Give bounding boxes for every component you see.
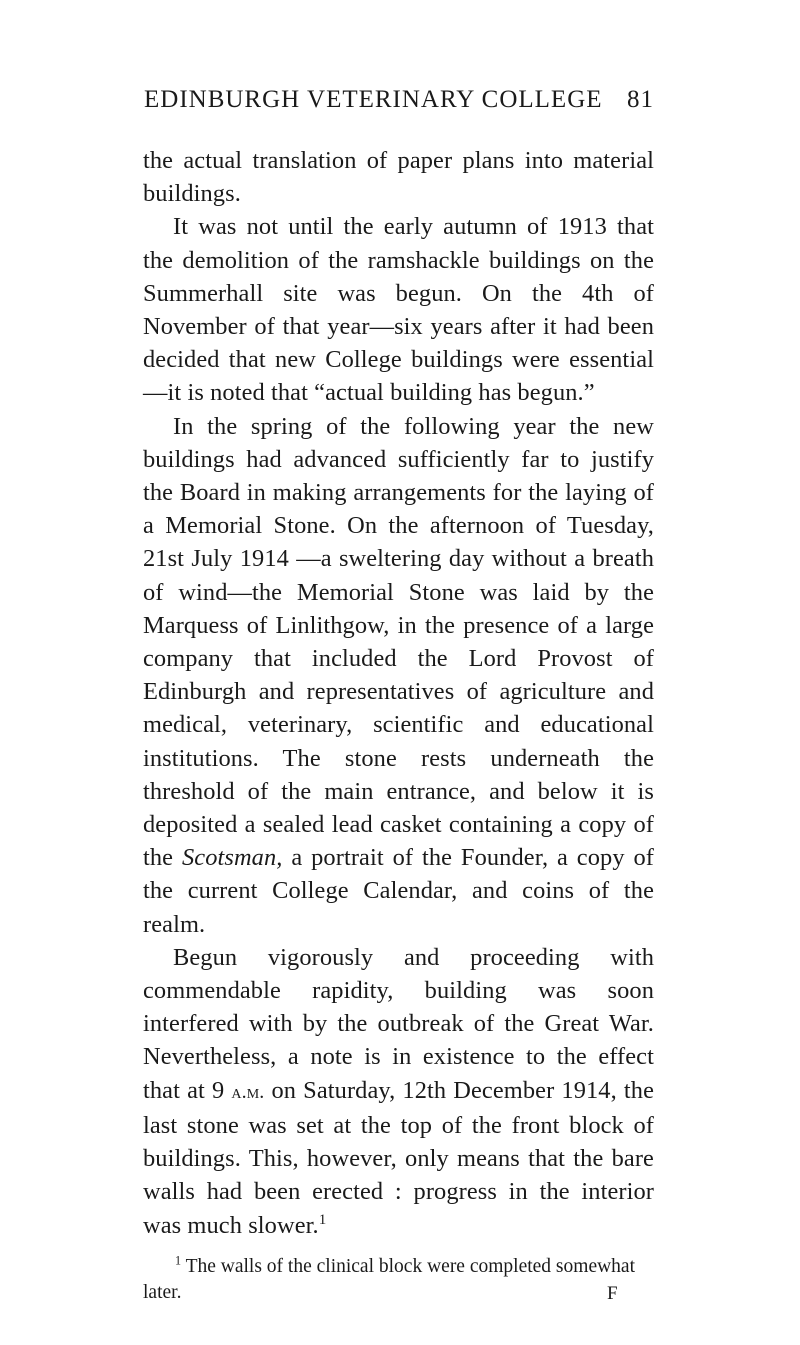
time-abbreviation: a.m.: [231, 1080, 265, 1103]
running-head: [144, 86, 654, 120]
footnote-text: The walls of the clinical block were completed somewhat later.: [143, 1256, 636, 1303]
paragraph-3-text-a: In the spring of the following year the new buildings had advanced sufficiently far to justify the Board in making arrangements for the laying of a Memorial Stone. On the afternoon of Tuesday, 21st July 1914 —a sweltering day without a breath of wind—the Memorial Stone was laid by the Marquess of Linlithgow, in the presence of a large company that included the Lord Provost of Edinburgh and representatives of agriculture and medical, veterinary, scientific and educational institutions. The stone rests underneath the threshold of the main entrance, and below it is deposited a sealed lead casket containing a copy of the: [143, 412, 654, 872]
footnote-mark: 1: [175, 1253, 182, 1268]
page-number: 81: [627, 86, 654, 113]
paragraph-1: the actual translation of paper plans into material buildings.: [143, 147, 654, 208]
footnote: [143, 1254, 654, 1306]
footnote-reference: 1: [318, 1211, 327, 1228]
newspaper-title: Scotsman,: [181, 844, 283, 872]
paragraph-4-text-a: Begun vigorously and proceeding with commendable rapidity, building was soon interfered with by the outbreak of the Great War. Nevertheless, a note is in existence to the effect that at 9: [143, 943, 654, 1104]
paragraph-4-text-b: on Saturday, 12th December 1914, the last stone was set at the top of the front block of buildings. This, however, only means that the bare walls had been erected : progress in the interior was much slower.: [143, 1076, 654, 1239]
paragraph-3-text-b: a portrait of the Founder, a copy of the current College Calendar, and coins of the realm.: [143, 844, 654, 938]
signature-mark: F: [607, 1283, 618, 1304]
body-text: [143, 144, 654, 1242]
paragraph-2: It was not until the early autumn of 1913 that the demolition of the ramshackle buildings on the Summerhall site was begun. On the 4th of November of that year—six years after it had been decided that new College buildings were essential—it is noted that “actual building has begun.”: [143, 213, 654, 407]
running-title: EDINBURGH VETERINARY COLLEGE: [144, 86, 603, 113]
paragraph-4: [143, 941, 654, 1242]
paragraph-3: [143, 410, 654, 941]
